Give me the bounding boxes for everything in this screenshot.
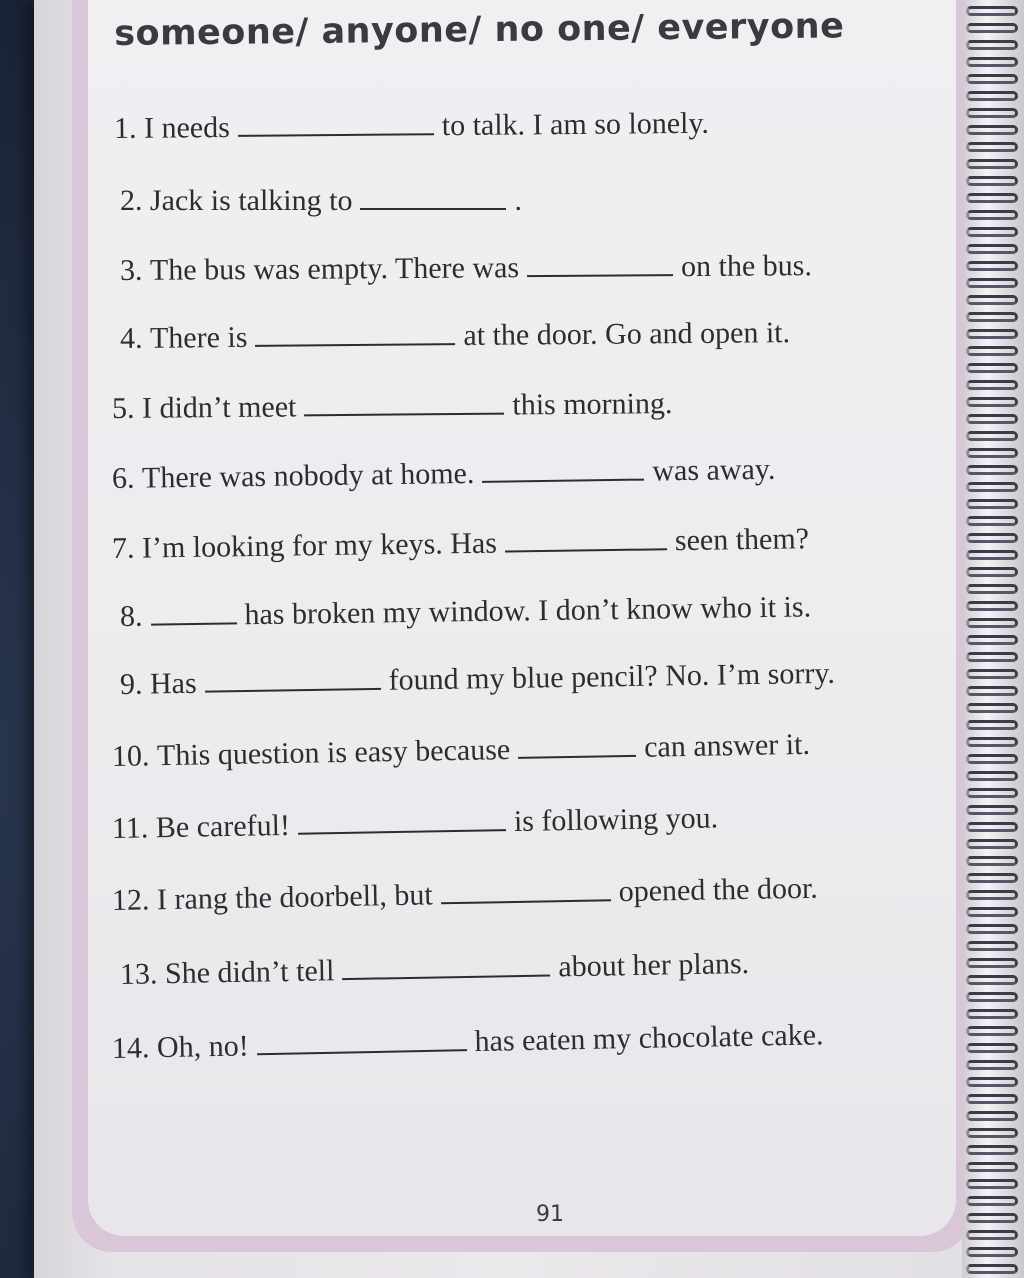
question-text-before: I didn’t meet — [141, 390, 297, 425]
spiral-coil — [966, 1060, 1018, 1070]
spiral-coil — [966, 737, 1018, 747]
spiral-coil — [966, 856, 1018, 866]
spiral-coil — [966, 193, 1018, 203]
question-text-after: about her plans. — [558, 947, 750, 984]
spiral-coil — [966, 601, 1018, 611]
question-text-after: at the door. Go and open it. — [463, 316, 791, 353]
question-number: 2. — [120, 184, 143, 217]
spiral-coil — [966, 142, 1018, 152]
spiral-coil — [966, 125, 1018, 135]
spiral-coil — [966, 397, 1018, 407]
question-number: 11. — [111, 811, 149, 845]
spiral-coil — [966, 278, 1018, 288]
question-text-before: There is — [149, 320, 248, 355]
spiral-coil — [966, 550, 1018, 560]
spiral-coil — [966, 788, 1018, 798]
answer-blank[interactable] — [298, 828, 506, 835]
spiral-coil — [966, 1043, 1018, 1053]
answer-blank[interactable] — [518, 754, 636, 759]
question-number: 12. — [111, 883, 150, 917]
answer-blank[interactable] — [304, 412, 504, 417]
spiral-coil — [966, 635, 1018, 645]
spiral-coil — [966, 414, 1018, 424]
spiral-coil — [966, 907, 1018, 917]
spiral-coil — [966, 1179, 1018, 1189]
question-number: 4. — [119, 321, 143, 355]
spiral-coil — [966, 312, 1018, 322]
answer-blank[interactable] — [238, 132, 434, 137]
spiral-coil — [966, 533, 1018, 543]
spiral-coil — [966, 1111, 1018, 1121]
spiral-coil — [966, 159, 1018, 169]
question-text-before: The bus was empty. There was — [149, 251, 520, 287]
spiral-coil — [966, 23, 1018, 33]
spiral-coil — [966, 941, 1018, 951]
spiral-coil — [966, 482, 1018, 492]
answer-blank[interactable] — [505, 547, 667, 552]
question-text-before: Oh, no! — [156, 1029, 249, 1065]
question-number: 13. — [119, 957, 158, 991]
answer-blank[interactable] — [360, 207, 506, 210]
spiral-coil — [966, 584, 1018, 594]
question-text-after: was away. — [652, 452, 776, 488]
spiral-coil — [966, 669, 1018, 679]
spiral-coil — [966, 975, 1018, 985]
question-text-after: . — [514, 184, 522, 217]
spiral-coil — [966, 448, 1018, 458]
spiral-coil — [966, 363, 1018, 373]
spiral-coil — [966, 1026, 1018, 1036]
answer-blank[interactable] — [527, 273, 673, 277]
page-number: 91 — [536, 1202, 564, 1227]
question-text-before: This question is easy because — [156, 733, 511, 773]
question-text-before: Be careful! — [155, 808, 291, 845]
spiral-coil — [966, 618, 1018, 628]
spiral-coil — [966, 346, 1018, 356]
spiral-coil — [966, 295, 1018, 305]
question-text-before: I’m looking for my keys. Has — [141, 526, 498, 565]
question-text-after: on the bus. — [680, 249, 813, 284]
spiral-coil — [966, 261, 1018, 271]
spiral-binding — [962, 0, 1024, 1278]
question-number: 1. — [113, 111, 137, 145]
spiral-coil — [966, 822, 1018, 832]
spiral-coil — [966, 244, 1018, 254]
question-text-after: has broken my window. I don’t know who it is. — [244, 590, 812, 632]
spiral-coil — [966, 1009, 1018, 1019]
answer-blank[interactable] — [482, 478, 644, 483]
question-text-before: Has — [149, 666, 197, 701]
question-1 — [114, 107, 709, 146]
answer-blank[interactable] — [257, 1048, 467, 1055]
spiral-coil — [966, 839, 1018, 849]
spiral-coil — [966, 57, 1018, 67]
spiral-coil — [966, 1077, 1018, 1087]
question-text-after: opened the door. — [618, 871, 819, 909]
spiral-coil — [966, 380, 1018, 390]
spiral-coil — [966, 890, 1018, 900]
question-text-after: seen them? — [674, 522, 810, 558]
question-text-before: She didn’t tell — [164, 954, 335, 991]
spiral-coil — [966, 329, 1018, 339]
spiral-coil — [966, 567, 1018, 577]
question-number: 10. — [111, 739, 150, 773]
spiral-coil — [966, 1162, 1018, 1172]
spiral-coil — [966, 227, 1018, 237]
question-text-after: to talk. I am so lonely. — [441, 106, 710, 143]
spiral-coil — [966, 958, 1018, 968]
spiral-coil — [966, 992, 1018, 1002]
spiral-coil — [966, 6, 1018, 16]
spiral-coil — [966, 754, 1018, 764]
spiral-coil — [966, 1145, 1018, 1155]
spiral-coil — [966, 465, 1018, 475]
spiral-coil — [966, 703, 1018, 713]
question-4 — [120, 316, 790, 356]
question-number: 14. — [111, 1031, 150, 1065]
spiral-coil — [966, 873, 1018, 883]
question-text-after: is following you. — [513, 801, 719, 838]
spiral-coil — [966, 1230, 1018, 1240]
worksheet-title: someone/ anyone/ no one/ everyone — [114, 6, 845, 54]
answer-blank[interactable] — [256, 342, 456, 347]
question-text-after: found my blue pencil? No. I’m sorry. — [388, 656, 836, 697]
spiral-coil — [966, 924, 1018, 934]
spiral-coil — [966, 74, 1018, 84]
question-text-after: this morning. — [512, 387, 673, 422]
question-text-before: I needs — [143, 110, 230, 145]
spiral-coil — [966, 1247, 1018, 1257]
spiral-coil — [966, 431, 1018, 441]
question-number: 9. — [119, 667, 143, 701]
spiral-coil — [966, 1128, 1018, 1138]
answer-blank[interactable] — [441, 898, 611, 904]
question-text-before: Jack is talking to — [150, 184, 353, 217]
answer-blank[interactable] — [205, 687, 381, 693]
question-5 — [112, 387, 673, 426]
spiral-coil — [966, 652, 1018, 662]
answer-blank[interactable] — [343, 973, 551, 980]
question-number: 7. — [111, 531, 135, 565]
spiral-coil — [966, 499, 1018, 509]
question-2 — [120, 184, 522, 218]
spiral-coil — [966, 1094, 1018, 1104]
spiral-coil — [966, 805, 1018, 815]
spiral-coil — [966, 686, 1018, 696]
question-number: 3. — [119, 253, 143, 287]
spiral-coil — [966, 516, 1018, 526]
spiral-coil — [966, 210, 1018, 220]
question-number: 6. — [111, 461, 135, 495]
spiral-coil — [966, 720, 1018, 730]
spiral-coil — [966, 40, 1018, 50]
spiral-coil — [966, 1264, 1018, 1274]
spiral-coil — [966, 771, 1018, 781]
question-number: 8. — [119, 599, 143, 633]
question-text-before: I rang the doorbell, but — [156, 878, 433, 917]
spiral-coil — [966, 108, 1018, 118]
spiral-coil — [966, 91, 1018, 101]
question-text-after: has eaten my chocolate cake. — [474, 1018, 824, 1059]
answer-blank[interactable] — [151, 621, 237, 625]
question-text-before: There was nobody at home. — [141, 456, 475, 495]
question-3 — [120, 249, 812, 288]
question-text-after: can answer it. — [643, 727, 811, 764]
spiral-coil — [966, 1196, 1018, 1206]
question-number: 5. — [111, 391, 135, 425]
spiral-coil — [966, 176, 1018, 186]
spiral-coil — [966, 1213, 1018, 1223]
